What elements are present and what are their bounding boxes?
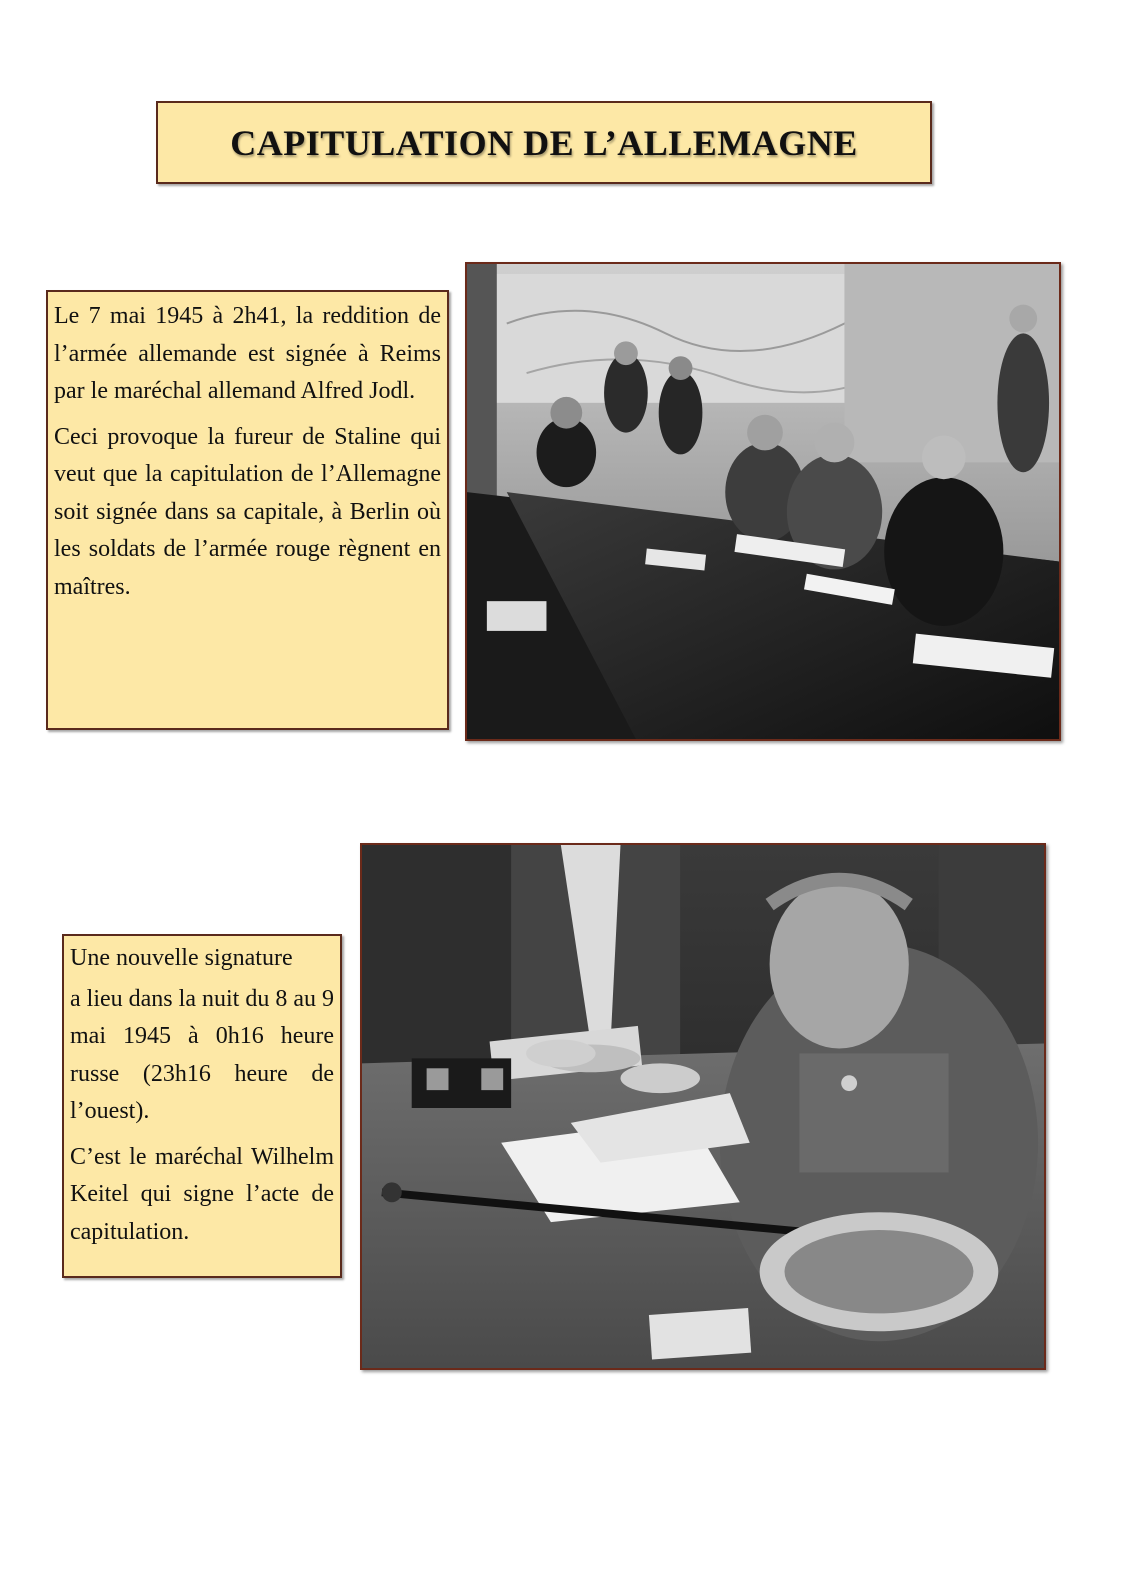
- paragraph-berlin-2: a lieu dans la nuit du 8 au 9 mai 1945 à 0h16 heure russe (23h16 heure de l’ouest).: [70, 985, 334, 1124]
- text-box-reims: [46, 290, 449, 730]
- photo-reims-illustration: [467, 264, 1059, 739]
- photo-berlin-illustration: [362, 845, 1044, 1368]
- photo-reims-signing: [465, 262, 1061, 741]
- paragraph-reims-1: Le 7 mai 1945 à 2h41, la reddition de l’armée allemande est signée à Reims par le maréchal allemand Alfred Jodl.: [54, 303, 441, 404]
- paragraph-reims-2: Ceci provoque la fureur de Staline qui veut que la capitulation de l’Allemagne soit signée dans sa capitale, à Berlin où les soldats de l’armée rouge règnent en maîtres.: [54, 423, 441, 600]
- text-box-berlin: [62, 934, 342, 1278]
- title-banner: [156, 101, 932, 184]
- page-title: CAPITULATION DE L’ALLEMAGNE: [230, 122, 858, 163]
- photo-berlin-signing: [360, 843, 1046, 1370]
- paragraph-berlin-1: Une nouvelle signature: [70, 945, 293, 971]
- paragraph-berlin-3: C’est le maréchal Wilhelm Keitel qui signe l’acte de capitulation.: [70, 1143, 334, 1245]
